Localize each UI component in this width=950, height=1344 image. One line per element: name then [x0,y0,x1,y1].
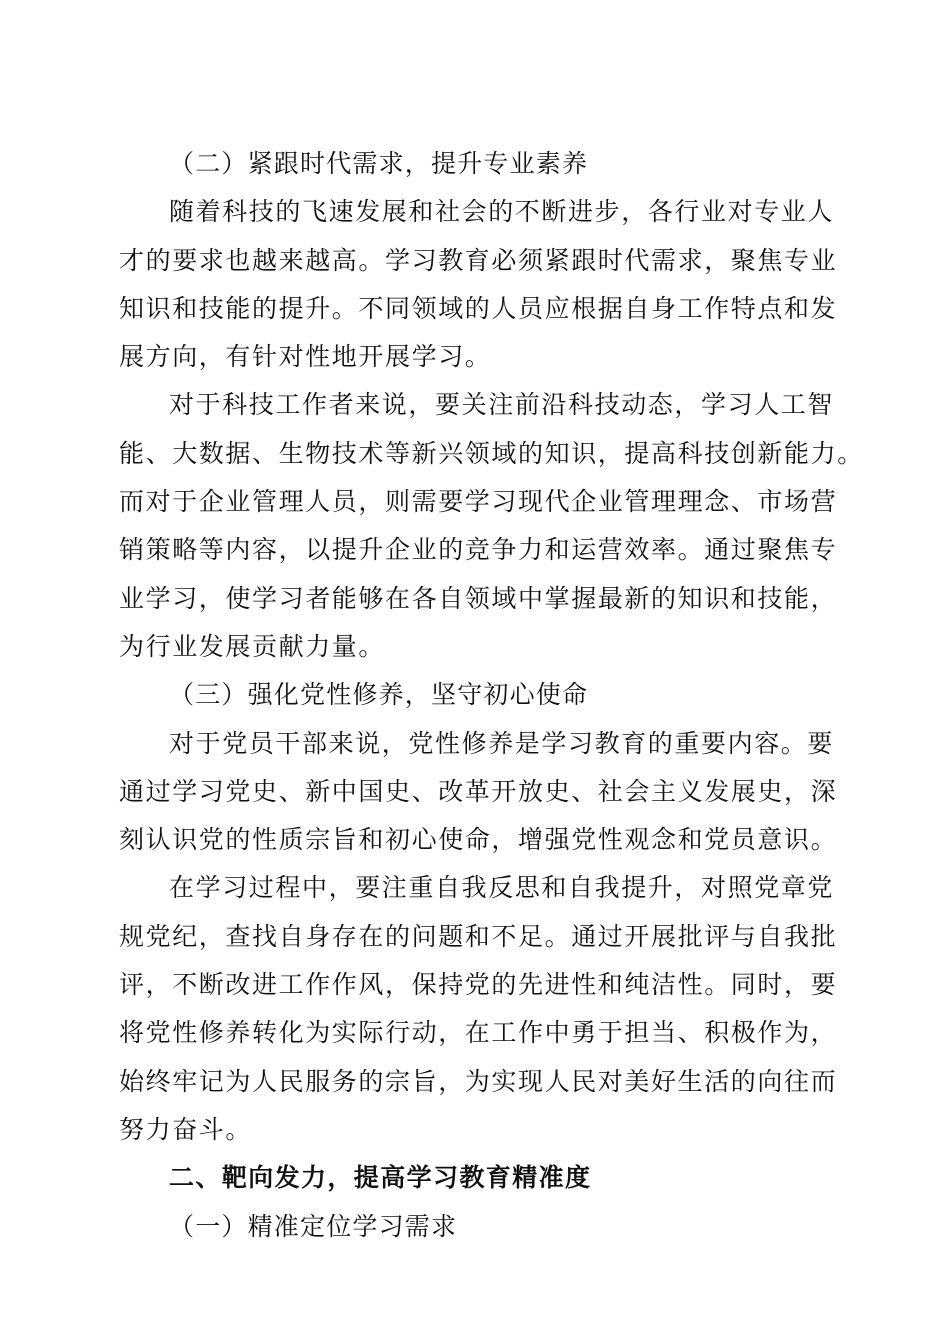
paragraph-line: 在学习过程中，要注重自我反思和自我提升，对照党章党 [169,873,835,903]
paragraph-line: 规党纪，查找自身存在的问题和不足。通过开展批评与自我批 [119,921,838,951]
heading-1-2: 二、靶向发力，提高学习教育精准度 [169,1163,592,1193]
paragraph-line: 知识和技能的提升。不同领域的人员应根据自身工作特点和发 [119,293,838,323]
paragraph-line: 努力奋斗。 [119,1114,253,1144]
paragraph-line: 才的要求也越来越高。学习教育必须紧跟时代需求，聚焦专业 [119,245,838,275]
paragraph-line: 而对于企业管理人员，则需要学习现代企业管理理念、市场营 [119,487,838,517]
heading-2-1: （一）精准定位学习需求 [169,1211,458,1241]
heading-2-2: （二）紧跟时代需求，提升专业素养 [169,149,589,178]
paragraph-line: 刻认识党的性质宗旨和初心使命，增强党性观念和党员意识。 [119,825,838,855]
paragraph-line: 随着科技的飞速发展和社会的不断进步，各行业对专业人 [169,197,835,227]
paragraph-line: 展方向，有针对性地开展学习。 [119,342,492,372]
paragraph-line: 对于党员干部来说，党性修养是学习教育的重要内容。要 [169,728,835,758]
paragraph-line: 始终牢记为人民服务的宗旨，为实现人民对美好生活的向往而 [119,1066,838,1096]
paragraph-line: 销策略等内容，以提升企业的竞争力和运营效率。通过聚焦专 [119,535,838,565]
paragraph-line: 为行业发展贡献力量。 [119,631,386,661]
heading-2-3: （三）强化党性修养，坚守初心使命 [169,680,589,710]
paragraph-line: 将党性修养转化为实际行动，在工作中勇于担当、积极作为， [119,1018,838,1048]
paragraph-line: 能、大数据、生物技术等新兴领域的知识，提高科技创新能力。 [119,438,864,468]
paragraph-line: 评，不断改进工作作风，保持党的先进性和纯洁性。同时，要 [119,970,838,1000]
paragraph-line: 通过学习党史、新中国史、改革开放史、社会主义发展史，深 [119,776,838,806]
document-body [119,140,864,1251]
paragraph-line: 对于科技工作者来说，要关注前沿科技动态，学习人工智 [169,390,835,420]
paragraph-line: 业学习，使学习者能够在各自领域中掌握最新的知识和技能， [119,583,838,613]
